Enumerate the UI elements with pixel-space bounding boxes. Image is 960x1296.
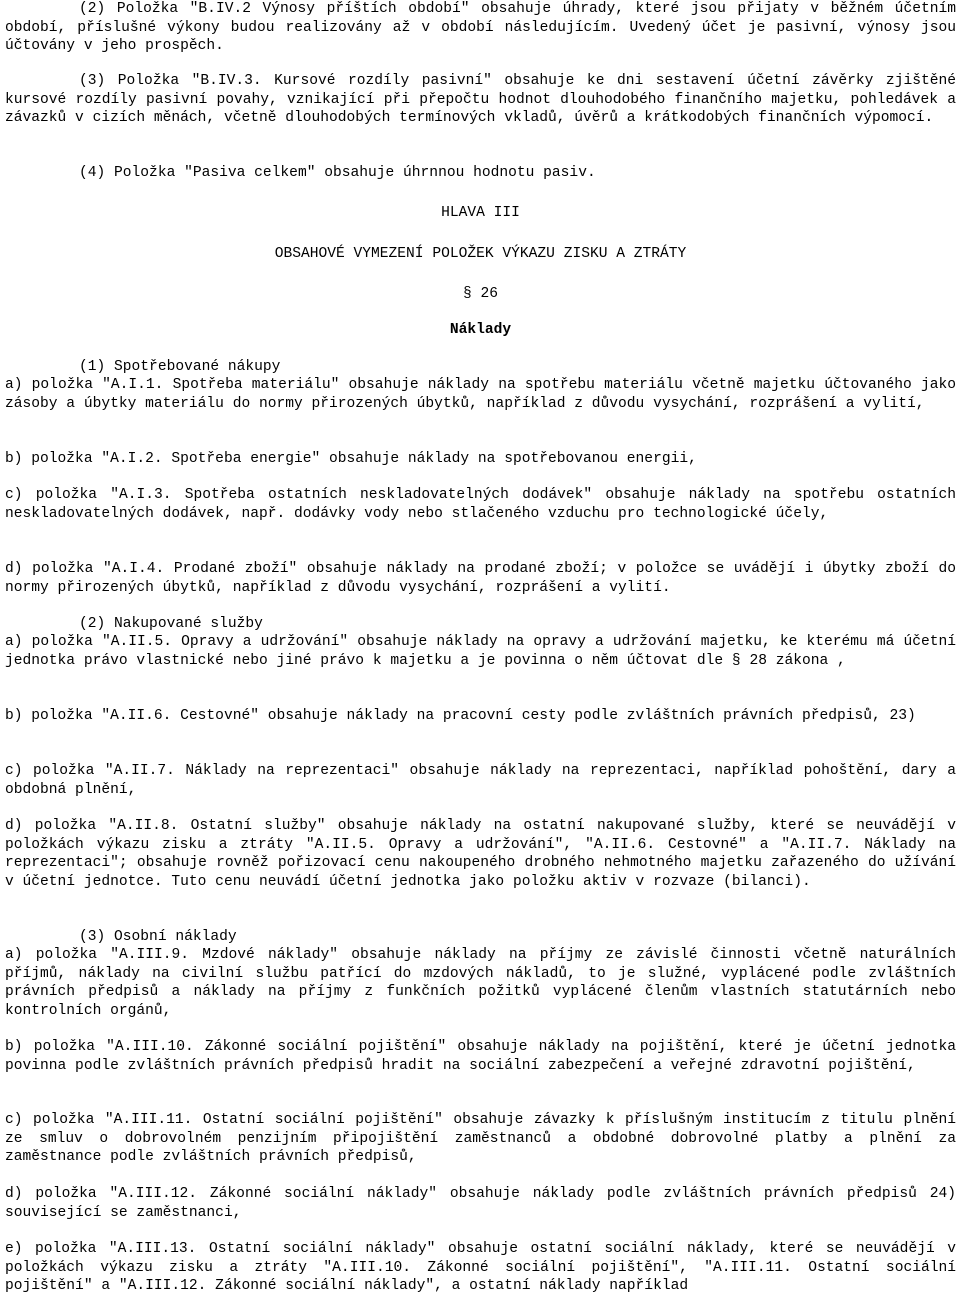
item-a-ii-5-ref: 28 zákona , [749,652,846,669]
item-a-ii-7: c) položka "A.II.7. Náklady na reprezentaci" obsahuje náklady na reprezentaci, například pohoštění, dary a obdobná plnění, [5,763,956,798]
item-a-i-4: d) položka "A.I.4. Prodané zboží" obsahuje náklady na prodané zboží; v položce se uvádějí i úbytky zboží do normy přirozených úbytků, například z důvodu vysychání, rozprášení a vylití. [5,561,956,596]
chapter-heading: HLAVA III [441,205,520,221]
item-a-i-2: b) položka "A.I.2. Spotřeba energie" obsahuje náklady na spotřebovanou energii, [5,451,697,467]
item-a-ii-6: b) položka "A.II.6. Cestovné" obsahuje náklady na pracovní cesty podle zvláštních právních předpisů, 23) [5,708,916,724]
section-number-value: 26 [480,286,499,302]
item-a-iii-12: d) položka "A.III.12. Zákonné sociální náklady" obsahuje náklady podle zvláštních právních předpisů 24) související se zaměstnanci, [5,1186,956,1221]
subsection-heading-3: (3) Osobní náklady [79,929,237,945]
item-a-ii-5-text: a) položka "A.II.5. Opravy a udržování" obsahuje náklady na opravy a udržování majetku, ke kterému má účetní jednotka právo vlastnické nebo jiné právo k majetku a je povinna o něm účtovat dle [5,634,956,669]
paragraph-b-iv-2: (2) Položka "B.IV.2 Výnosy příštích období" obsahuje úhrady, které jsou přijaty v běžném účetním období, příslušné výkony budou realizovány až v období následujícím. Uvedený účet je pasivní, výnosy jsou účtovány v jeho prospěch. [5,1,956,54]
item-a-iii-11: c) položka "A.III.11. Ostatní sociální pojištění" obsahuje závazky k příslušným institucím z titulu plnění ze smluv o dobrovolném penzijním připojištění zaměstnanců a obdobné dobrovolné platby a plnění za zaměstnance podle zvláštních právních předpisů, [5,1112,956,1165]
paragraph-b-iv-3: (3) Položka "B.IV.3. Kursové rozdíly pasivní" obsahuje ke dni sestavení účetní závěrky zjištěné kursové rozdíly pasivní povahy, vznikající při přepočtu hodnot dlouhodobého finančního majetku, pohledávek a závazků v cizích měnách, včetně dlouhodobých termínových vkladů, úvěrů a krátkodobých finančních výpomocí. [5,73,956,126]
item-a-ii-5 [5,633,956,670]
section-sign: § [731,652,741,669]
chapter-title: OBSAHOVÉ VYMEZENÍ POLOŽEK VÝKAZU ZISKU A ZTRÁTY [274,246,687,262]
section-title: Náklady [449,322,512,338]
section-number [5,285,956,304]
item-a-i-3: c) položka "A.I.3. Spotřeba ostatních neskladovatelných dodávek" obsahuje náklady na spotřebu ostatních neskladovatelných dodávek, např. dodávky vody nebo stlačeného vzduchu pro technologické účely, [5,487,956,522]
item-a-i-1: a) položka "A.I.1. Spotřeba materiálu" obsahuje náklady na spotřebu materiálu včetně majetku účtovaného jako zásoby a úbytky materiálu do normy přirozených úbytků, například z důvodu vysychání, rozprášení a vylití, [5,377,956,412]
item-a-iii-10: b) položka "A.III.10. Zákonné sociální pojištění" obsahuje náklady na pojištění, které je účetní jednotka povinna podle zvláštních právních předpisů hradit na sociální zabezpečení a veřejné zdravotní pojištění, [5,1039,956,1074]
item-a-ii-8: d) položka "A.II.8. Ostatní služby" obsahuje náklady na ostatní nakupované služby, které se neuvádějí v položkách výkazu zisku a ztráty "A.II.5. Opravy a udržování", "A.II.6. Cestovné" a "A.II.7. Náklady na reprezentaci"; obsahuje rovněž pořizovací cenu nakoupeného drobného nehmotného majetku zařazeného do užívání v účetní jednotce. Tuto cenu neuvádí účetní jednotka jako položku aktiv v rozvaze (bilanci). [5,818,956,890]
item-a-iii-13: e) položka "A.III.13. Ostatní sociální náklady" obsahuje ostatní sociální náklady, které se neuvádějí v položkách výkazu zisku a ztráty "A.III.10. Zákonné sociální pojištění", "A.III.11. Ostatní sociální pojištění" a "A.III.12. Zákonné sociální náklady", a ostatní náklady například [5,1241,956,1294]
subsection-heading-1: (1) Spotřebované nákupy [79,359,281,375]
subsection-heading-2: (2) Nakupované služby [79,616,263,632]
paragraph-pasiva-celkem: (4) Položka "Pasiva celkem" obsahuje úhrnnou hodnotu pasiv. [79,165,596,181]
item-a-iii-9: a) položka "A.III.9. Mzdové náklady" obsahuje náklady na příjmy ze závislé činnosti včetně naturálních příjmů, náklady na civilní službu patřící do mzdových nákladů, to je služné, vyplácené podle zvláštních právních předpisů a náklady na příjmy z funkčních požitků vyplácené členům vlastních statutárních nebo kontrolních orgánů, [5,947,956,1019]
section-sign: § [462,286,472,302]
